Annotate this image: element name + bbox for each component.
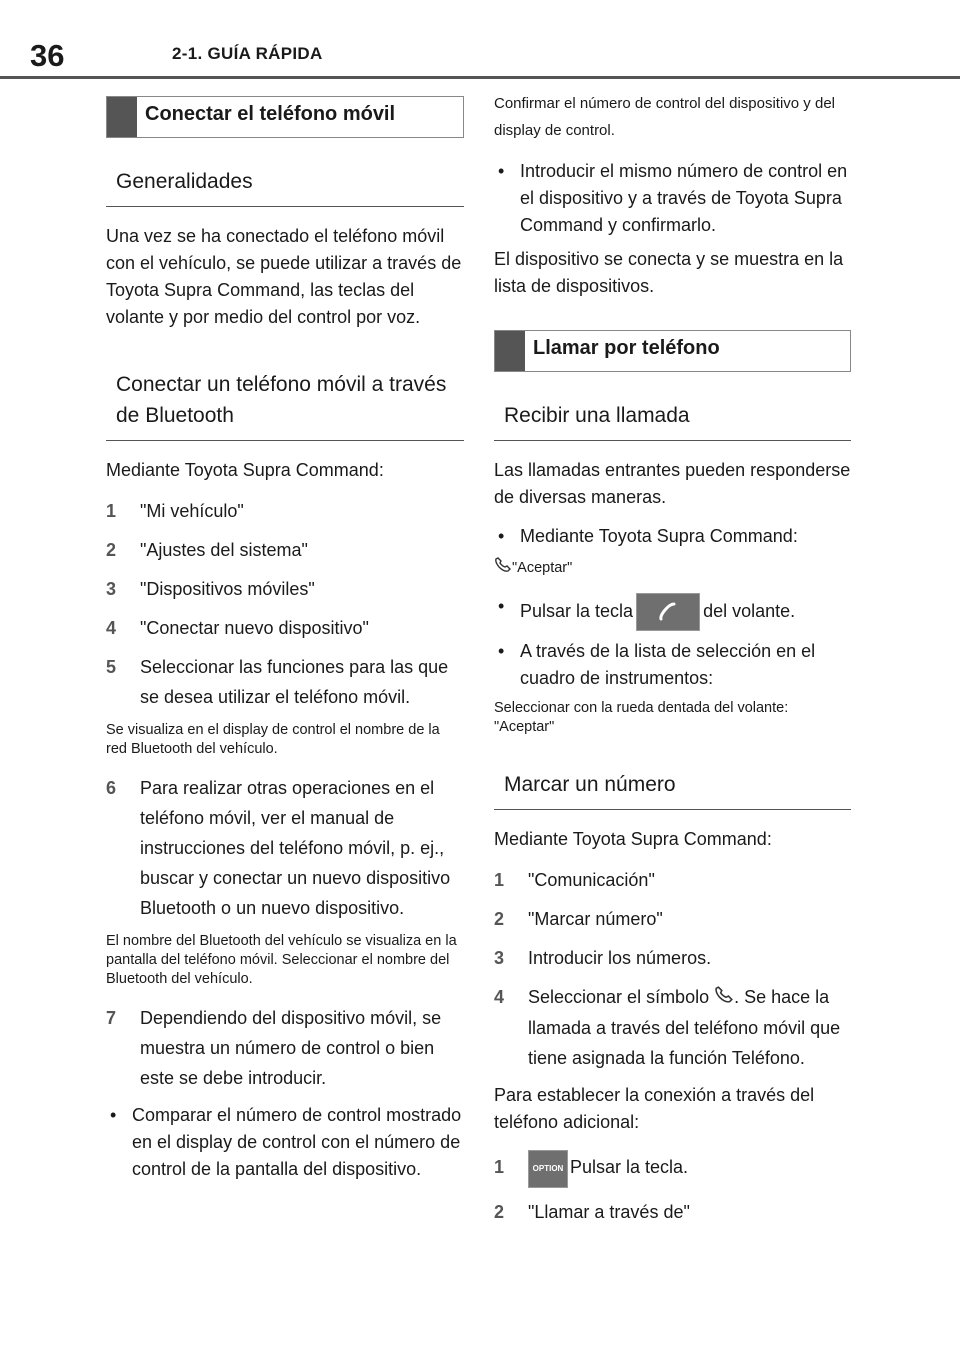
step-number: 1 [494,870,505,890]
step-number: 3 [494,948,505,968]
step-text: "Dispositivos móviles" [140,579,315,599]
accept-text: "Aceptar" [512,559,573,576]
step-text: Pulsar la tecla. [570,1157,689,1178]
step-text: "Conectar nuevo dispositivo" [140,618,369,638]
step-number: 2 [494,909,505,929]
bullet-dot: • [110,1105,117,1125]
step-item [494,1148,851,1187]
note-network-name: Se visualiza en el display de control el nombre de la red Bluetooth del vehículo. [106,722,440,757]
phone-handset-icon [714,983,734,1013]
bar-title: Llamar por teléfono [533,337,720,359]
step-item [494,865,851,895]
calls-paragraph: Las llamadas entrantes pueden responderse de diversas maneras. [494,460,851,507]
bullet-dot: • [498,596,505,616]
step-text: "Ajustes del sistema" [140,540,308,560]
bullet-dot: • [498,161,505,181]
step-text: Seleccionar el símbolo [528,987,710,1007]
bullet-text: Pulsar la tecla [520,600,634,621]
bullet-item [494,158,851,239]
via-command: Mediante Toyota Supra Command: [106,460,384,480]
steering-phone-key [636,593,700,631]
subheading-bluetooth: Conectar un teléfono móvil a través de Bluetooth [106,365,464,441]
left-column [106,96,464,1190]
step-text: "Mi vehículo" [140,501,244,521]
bullet-item [494,523,851,550]
bar-marker [107,97,137,137]
step-number: 6 [106,778,117,798]
bullet-text: del volante. [703,600,796,621]
step-number: 7 [106,1008,117,1028]
connected-paragraph: El dispositivo se conecta y se muestra en la lista de dispositivos. [494,249,844,296]
step-item [106,496,464,526]
step-number: 5 [106,657,117,677]
bullet-text: Mediante Toyota Supra Command: [520,526,798,546]
step-text: Seleccionar las funciones para las que se desea utilizar el teléfono móvil. [140,657,449,707]
option-key: OPTION [528,1150,568,1188]
subheading-overview: Generalidades [106,162,464,207]
step-list [106,496,464,712]
step-number: 1 [106,501,117,521]
bar-title: Conectar el teléfono móvil [145,103,396,125]
section-bar-connect-phone [106,96,464,138]
bullet-item [494,593,851,631]
step-item [106,652,464,712]
step-number: 4 [494,987,505,1007]
step-text: . Se hace la llamada a través del teléfono móvil que tiene asignada la función Teléfono. [528,987,841,1069]
page-number: 36 [30,38,65,73]
step-item [106,535,464,565]
right-column [494,96,851,1236]
extra-phone-paragraph: Para establecer la conexión a través del teléfono adicional: [494,1085,815,1133]
bullet-item [106,1102,464,1183]
section-title: 2-1. GUÍA RÁPIDA [172,44,323,63]
step-number: 1 [494,1157,505,1178]
step-item [106,613,464,643]
section-bar-phone-call [494,330,851,372]
bar-marker [495,331,525,371]
step-text: Para realizar otras operaciones en el teléfono móvil, ver el manual de instrucciones del teléfono móvil, p. ej., buscar y conectar un nuevo dispositivo Bluetooth o un nuevo dispositivo. [140,778,451,918]
subheading-receive-call: Recibir una llamada [494,396,851,441]
step-number: 2 [494,1201,505,1222]
step-text: Dependiendo del dispositivo móvil, se muestra un número de control o bien este se debe introducir. [140,1008,442,1088]
bullet-dot: • [498,526,505,546]
step-text: "Llamar a través de" [528,1201,690,1222]
via-command: Mediante Toyota Supra Command: [494,829,772,849]
phone-handset-icon [494,557,512,579]
step-number: 2 [106,540,117,560]
bullet-text: Comparar el número de control mostrado en el display de control con el número de control de la pantalla del dispositivo. [132,1105,462,1179]
step-number: 3 [106,579,117,599]
accept-line [494,557,851,579]
bullet-dot: • [498,641,505,661]
step-item [494,982,851,1073]
intro-paragraph: Una vez se ha conectado el teléfono móvil con el vehículo, se puede utilizar a través de Toyota Supra Command, las teclas del volante y por medio del control por voz. [106,226,462,327]
note-wheel: Seleccionar con la rueda dentada del volante: "Aceptar" [494,700,789,735]
step-item [494,1197,851,1227]
subheading-dial-number: Marcar un número [494,765,851,810]
note-bluetooth-name: El nombre del Bluetooth del vehículo se visualiza en la pantalla del teléfono móvil. Seleccionar el nombre del Bluetooth del vehículo. [106,933,457,987]
step-item [106,773,464,923]
step-item [494,904,851,934]
bullet-item [494,638,851,692]
phone-icon [656,600,680,624]
note-confirm-number: Confirmar el número de control del dispositivo y del display de control. [494,95,835,139]
step-text: "Marcar número" [528,909,663,929]
step-text: "Comunicación" [528,870,655,890]
bullet-text: Introducir el mismo número de control en el dispositivo y a través de Toyota Supra Command y confirmarlo. [520,161,848,235]
bullet-text: A través de la lista de selección en el cuadro de instrumentos: [520,641,816,688]
step-text: Introducir los números. [528,948,712,968]
step-number: 4 [106,618,117,638]
step-item [494,943,851,973]
step-item [106,574,464,604]
step-item [106,1003,464,1093]
header-rule [0,76,960,79]
